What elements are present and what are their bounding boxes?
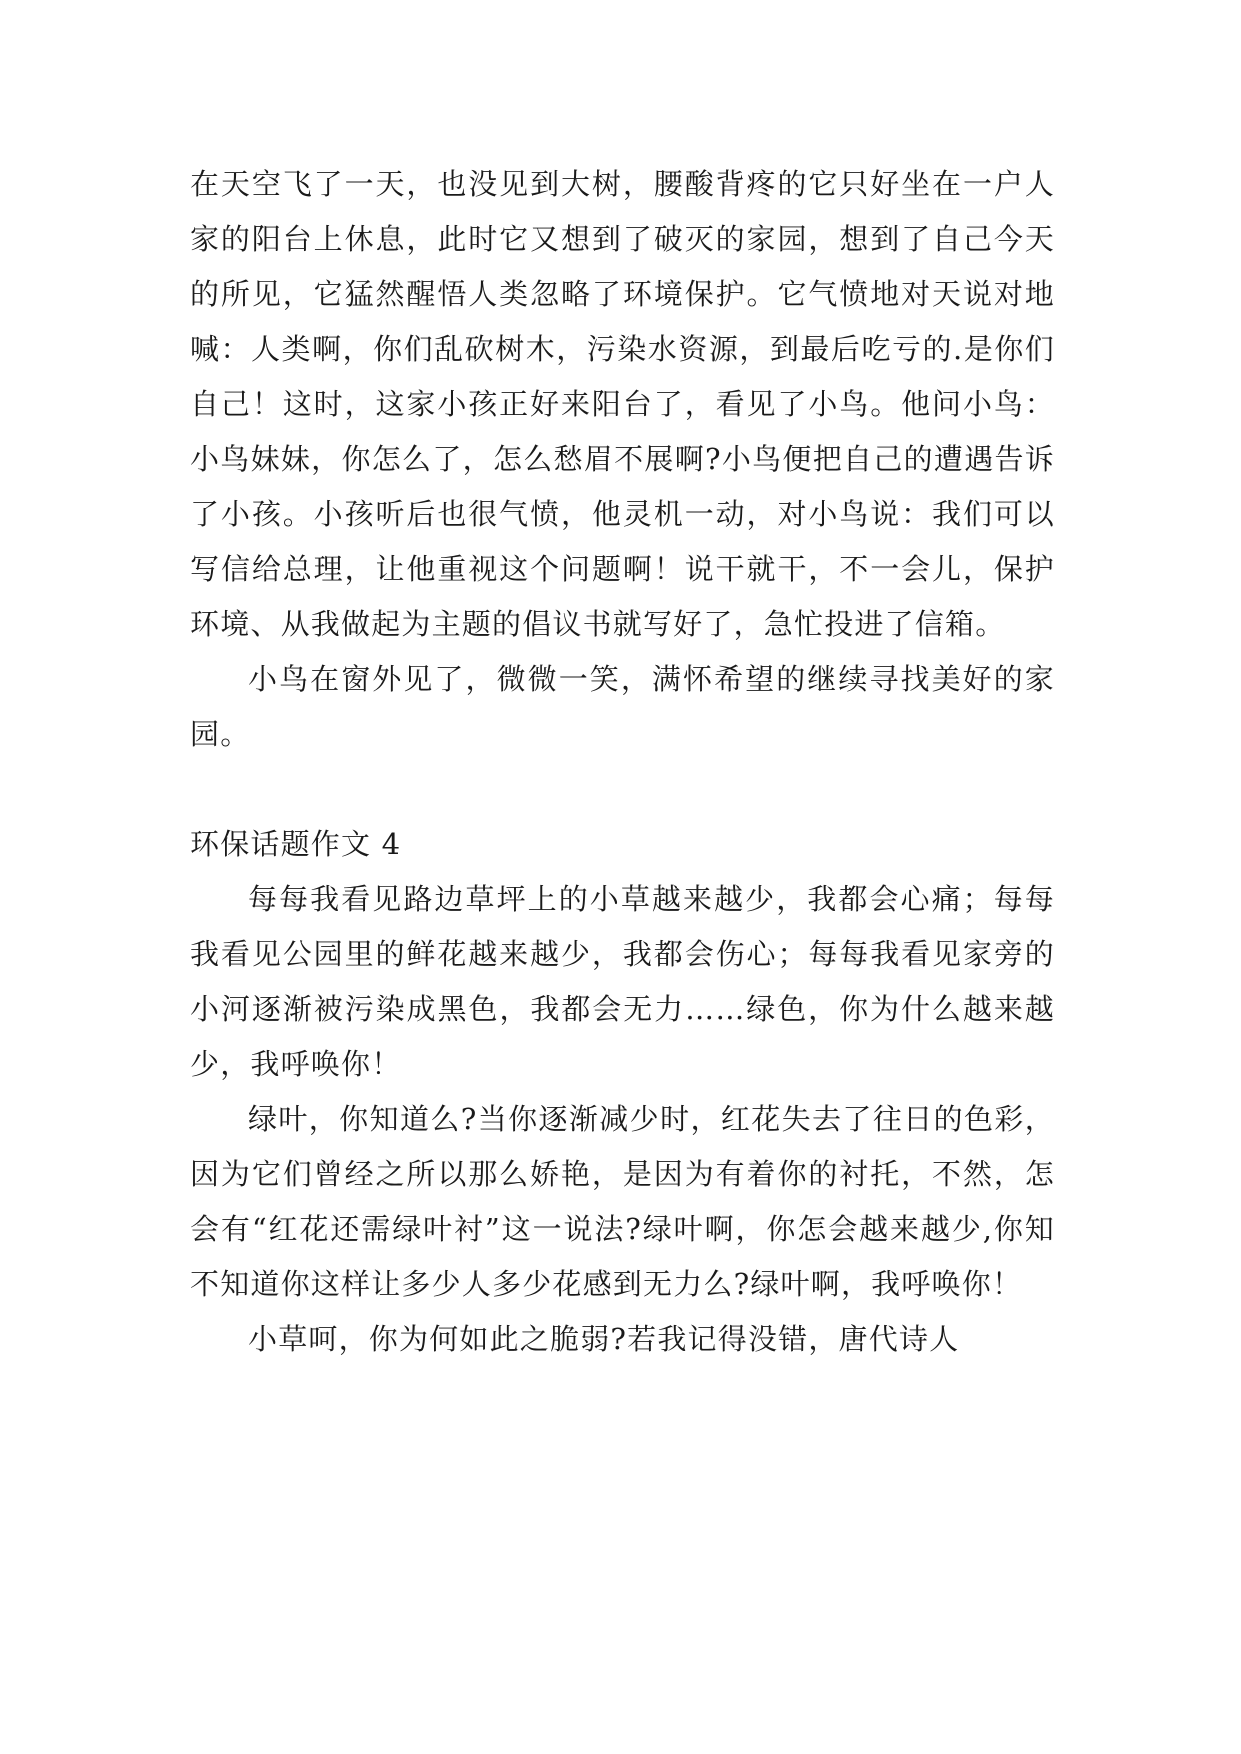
paragraph-2: 小鸟在窗外见了，微微一笑，满怀希望的继续寻找美好的家园。 xyxy=(190,662,1055,751)
document-body xyxy=(190,157,1055,1367)
section-title: 环保话题作文 4 xyxy=(190,827,402,861)
section-spacer xyxy=(190,762,1055,817)
paragraph-5: 小草呵，你为何如此之脆弱?若我记得没错，唐代诗人 xyxy=(248,1322,960,1356)
paragraph-1: 在天空飞了一天，也没见到大树，腰酸背疼的它只好坐在一户人家的阳台上休息，此时它又想到了破灭的家园，想到了自己今天的所见，它猛然醒悟人类忽略了环境保护。它气愤地对天说对地喊：人类啊，你们乱砍树木，污染水资源，到最后吃亏的.是你们自己！这时，这家小孩正好来阳台了，看见了小鸟。他问小鸟：小鸟妹妹，你怎么了，怎么愁眉不展啊?小鸟便把自己的遭遇告诉了小孩。小孩听后也很气愤，他灵机一动，对小鸟说：我们可以写信给总理，让他重视这个问题啊！说干就干，不一会儿，保护环境、从我做起为主题的倡议书就写好了，急忙投进了信箱。 xyxy=(190,167,1055,641)
paragraph-4: 绿叶，你知道么?当你逐渐减少时，红花失去了往日的色彩，因为它们曾经之所以那么娇艳，是因为有着你的衬托，不然，怎会有“红花还需绿叶衬”这一说法?绿叶啊，你怎会越来越少,你知不知道你这样让多少人多少花感到无力么?绿叶啊，我呼唤你！ xyxy=(190,1102,1055,1301)
paragraph-3: 每每我看见路边草坪上的小草越来越少，我都会心痛；每每我看见公园里的鲜花越来越少，我都会伤心；每每我看见家旁的小河逐渐被污染成黑色，我都会无力……绿色，你为什么越来越少，我呼唤你！ xyxy=(190,882,1055,1081)
